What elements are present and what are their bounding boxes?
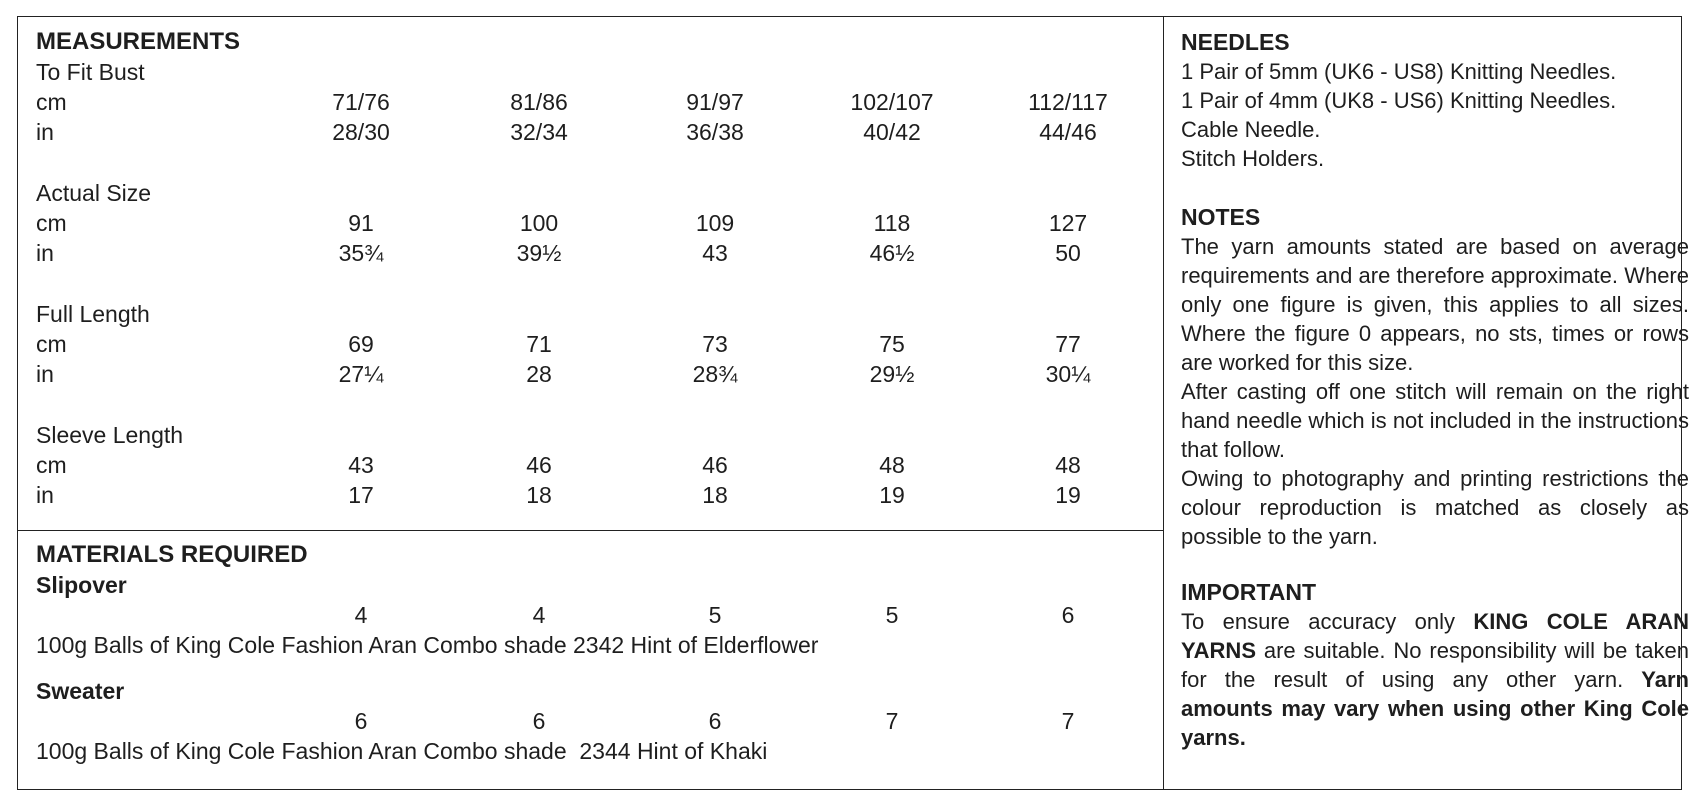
needle-item: Stitch Holders. [1181,146,1325,171]
materials-title: MATERIALS REQUIRED [36,541,308,568]
material-quantity-row [36,600,1156,630]
size-value: 71 [526,331,552,357]
measurement-label: To Fit Bust [36,59,145,85]
size-value: 50 [1055,240,1081,266]
measurement-label: Actual Size [36,180,152,206]
size-value: 127 [1048,210,1088,236]
measurement-row-in [36,117,1156,147]
measurement-label: Full Length [36,301,150,327]
notes-paragraph: After casting off one stitch will remain on the right hand needle which is not included in the instructions that follow. [1181,379,1689,462]
measurements-title: MEASUREMENTS [36,28,241,55]
notes-paragraph: Owing to photography and printing restrictions the colour reproduction is matched as closely as possible to the yarn. [1181,466,1689,549]
size-value: 32/34 [510,119,568,145]
size-value: 27¼ [338,361,384,387]
section-divider [18,530,1163,531]
ball-count: 6 [354,708,368,734]
size-value: 102/107 [850,89,934,115]
important-title: IMPORTANT [1181,579,1317,605]
materials-section [36,540,1156,766]
important-paragraph [1181,607,1689,752]
unit-label: cm [36,210,67,236]
measurement-group-full-length [36,299,1156,389]
size-value: 43 [348,452,374,478]
size-value: 19 [879,482,905,508]
size-value: 91/97 [686,89,744,115]
material-name: Sweater [36,678,125,704]
unit-label: in [36,361,54,387]
size-value: 118 [873,210,911,236]
notes-title: NOTES [1181,204,1261,230]
ball-count: 6 [532,708,546,734]
important-brand: KING COLE ARAN YARNS [1181,609,1690,663]
unit-label: cm [36,331,67,357]
ball-count: 6 [1061,602,1075,628]
unit-label: in [36,240,54,266]
column-divider [1163,17,1164,789]
material-item-slipover [36,570,1156,660]
size-value: 19 [1055,482,1081,508]
size-value: 69 [348,331,374,357]
measurements-section [36,27,1156,510]
unit-label: cm [36,452,67,478]
size-value: 46 [526,452,552,478]
size-value: 48 [879,452,905,478]
size-value: 29½ [869,361,915,387]
notes-paragraph: The yarn amounts stated are based on average requirements and are therefore approximate. Where only one figure is given, this applies to all sizes. Where the figure 0 appears, no sts, times or rows are worked for this size. [1181,234,1689,375]
pattern-info-box [17,16,1690,790]
needle-item: 1 Pair of 4mm (UK8 - US6) Knitting Needles. [1181,88,1617,113]
size-value: 18 [702,482,728,508]
material-quantity-row [36,706,1156,736]
size-value: 71/76 [332,89,390,115]
size-value: 17 [348,482,374,508]
yarn-description: 100g Balls of King Cole Fashion Aran Combo shade 2344 Hint of Khaki [36,738,768,764]
ball-count: 7 [1061,708,1075,734]
size-value: 28/30 [332,119,390,145]
size-value: 109 [695,210,735,236]
size-value: 91 [348,210,374,236]
important-text: To ensure accuracy only [1181,609,1474,634]
size-value: 18 [526,482,552,508]
size-value: 100 [519,210,559,236]
unit-label: in [36,482,54,508]
measurement-row-cm [36,450,1156,480]
material-name: Slipover [36,572,127,598]
measurement-row-cm [36,87,1156,117]
size-value: 75 [879,331,905,357]
size-value: 48 [1055,452,1081,478]
important-text: are suitable. No responsibility will be taken for the result of using any other yarn. [1181,638,1689,692]
size-value: 73 [702,331,728,357]
size-value: 30¼ [1045,361,1091,387]
ball-count: 5 [708,602,722,628]
measurement-row-in [36,480,1156,510]
important-warning: Yarn amounts may vary when using other King Cole yarns. [1181,667,1689,750]
yarn-description: 100g Balls of King Cole Fashion Aran Combo shade 2342 Hint of Elderflower [36,632,819,658]
ball-count: 4 [532,602,546,628]
unit-label: cm [36,89,67,115]
ball-count: 7 [885,708,899,734]
size-value: 43 [702,240,728,266]
size-value: 28 [526,361,552,387]
size-value: 112/117 [1028,89,1108,115]
measurement-group-actual-size [36,178,1156,268]
measurement-row-cm [36,329,1156,359]
size-value: 36/38 [686,119,744,145]
ball-count: 6 [708,708,722,734]
measurement-group-sleeve-length [36,420,1156,510]
needle-item: 1 Pair of 5mm (UK6 - US8) Knitting Needles. [1181,59,1617,84]
size-value: 28¾ [692,361,738,387]
measurement-row-in [36,359,1156,389]
size-value: 44/46 [1039,119,1097,145]
size-value: 39½ [516,240,562,266]
material-item-sweater [36,676,1156,766]
measurement-group-bust [36,57,1156,147]
needle-item: Cable Needle. [1181,117,1321,142]
size-value: 46½ [869,240,915,266]
needles-title: NEEDLES [1181,29,1290,55]
measurement-label: Sleeve Length [36,422,184,448]
unit-label: in [36,119,54,145]
size-value: 40/42 [863,119,921,145]
size-value: 81/86 [510,89,568,115]
size-value: 46 [702,452,728,478]
ball-count: 4 [354,602,368,628]
ball-count: 5 [885,602,899,628]
measurement-row-cm [36,208,1156,238]
measurement-row-in [36,238,1156,268]
size-value: 35¾ [338,240,384,266]
right-column [1181,27,1689,752]
size-value: 77 [1055,331,1081,357]
